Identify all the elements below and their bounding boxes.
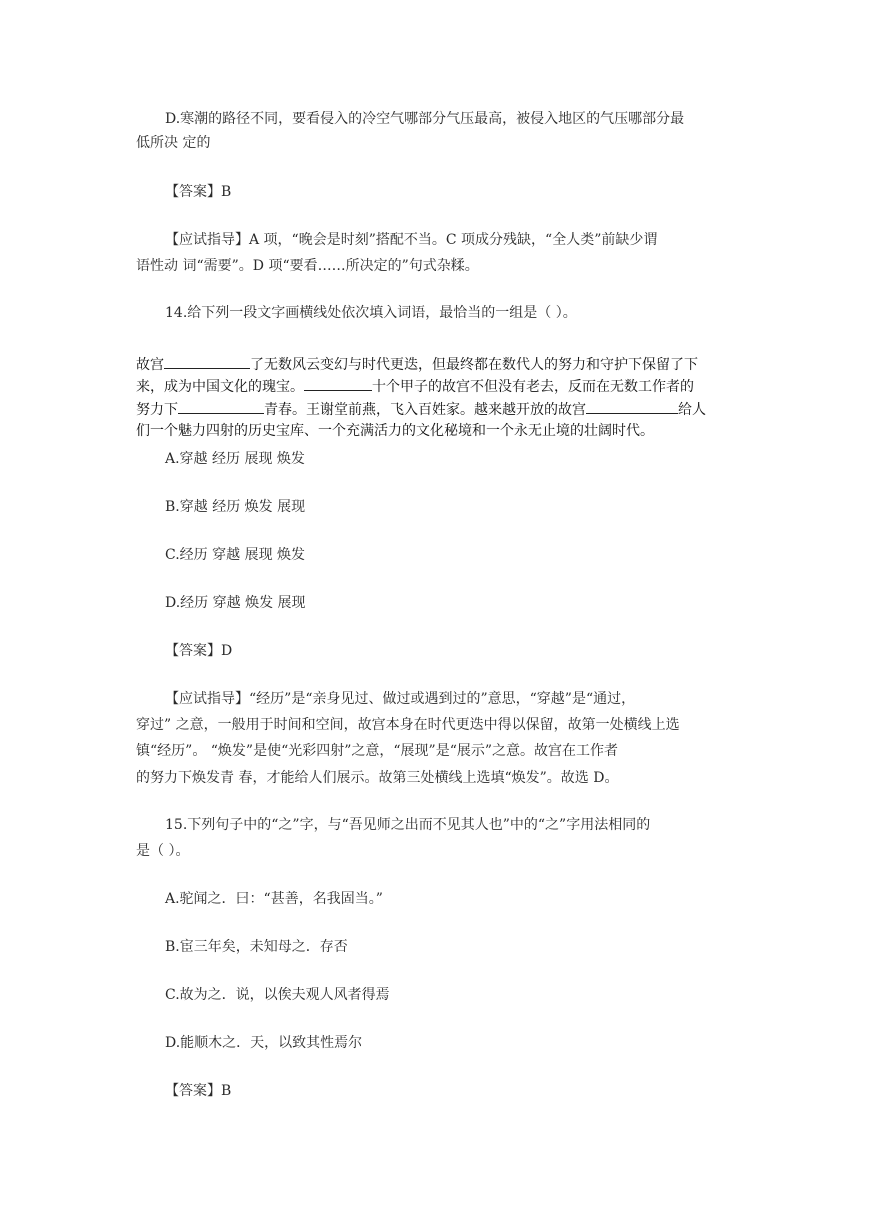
q14-option-a: A.穿越 经历 展现 焕发 [165,451,305,467]
fill-blank-4 [586,398,678,414]
q15-stem-line2: 是（ ）。 [136,843,190,859]
q13-option-d-line2: 低所决 定的 [136,135,211,151]
q14-guide-line3: 镇“经历”。 “焕发”是使“光彩四射”之意，“展现”是“展示”之意。故宫在工作者 [136,743,619,759]
passage-text: 了无数风云变幻与时代更迭，但最终都在数代人的努力和守护下保留了下 [250,357,698,373]
q14-guide-line2: 穿过” 之意，一般用于时间和空间，故宫本身在时代更迭中得以保留，故第一处横线上选 [136,717,680,733]
q15-option-b: B.宦三年矣，未知母之．存否 [165,939,348,955]
q14-guide-line4: 的努力下焕发青 春，才能给人们展示。故第三处横线上选填“焕发”。故选 D。 [136,770,619,786]
passage-text: 故宫 [136,357,164,373]
q15-answer: 【答案】B [165,1083,232,1099]
q13-option-d-line1: D.寒潮的路径不同，要看侵入的冷空气哪部分气压最高，被侵入地区的气压哪部分最 [165,111,685,127]
fill-blank-1 [164,353,250,369]
q14-option-d: D.经历 穿越 焕发 展现 [165,595,306,611]
q14-option-c: C.经历 穿越 展现 焕发 [165,547,306,563]
q13-guide-line1: 【应试指导】A 项，“晚会是时刻”搭配不当。C 项成分残缺，“全人类”前缺少谓 [165,232,658,248]
fill-blank-3 [178,398,264,414]
q14-passage-line2 [136,375,694,397]
q13-guide-line2: 语性动 词“需要”。D 项“要看……所决定的”句式杂糅。 [136,258,479,274]
passage-text: 给人 [678,402,706,418]
q13-answer: 【答案】B [165,184,232,200]
q14-guide-line1: 【应试指导】“经历”是“亲身见过、做过或遇到过的”意思，“穿越”是“通过， [165,691,636,707]
passage-text: 努力下 [136,402,178,418]
passage-text: 十个甲子的故宫不但没有老去，反而在无数工作者的 [372,379,694,395]
q14-stem: 14.给下列一段文字画横线处依次填入词语，最恰当的一组是（ ）。 [165,305,577,321]
fill-blank-2 [304,375,372,391]
passage-text: 青春。王谢堂前燕，飞入百姓家。越来越开放的故宫 [264,402,586,418]
q14-passage-line1 [136,353,698,375]
q15-option-d: D.能顺木之．天，以致其性焉尔 [165,1035,363,1051]
passage-text: 来，成为中国文化的瑰宝。 [136,379,304,395]
q14-answer: 【答案】D [165,643,233,659]
q15-option-c: C.故为之．说，以俟夫观人风者得焉 [165,987,390,1003]
q15-option-a: A.驼闻之．曰：“甚善，名我固当。” [165,891,383,907]
q14-passage-line4: 们一个魅力四射的历史宝库、一个充满活力的文化秘境和一个永无止境的壮阔时代。 [136,423,654,439]
q15-stem-line1: 15.下列句子中的“之”字，与“吾见师之出而不见其人也”中的“之”字用法相同的 [165,817,651,833]
q14-option-b: B.穿越 经历 焕发 展现 [165,499,306,515]
q14-passage-line3 [136,398,706,420]
